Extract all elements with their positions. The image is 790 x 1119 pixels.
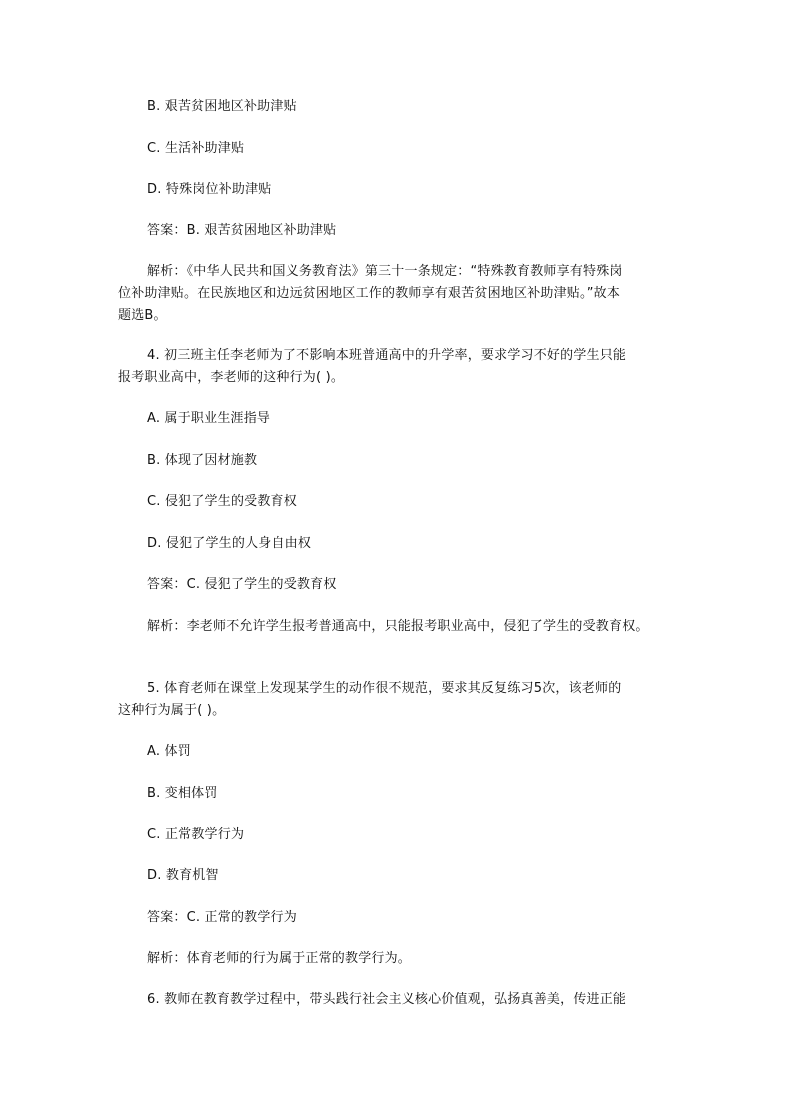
question-4-line-2: 报考职业高中，李老师的这种行为( )。 xyxy=(118,370,345,385)
analysis-q4: 解析：李老师不允许学生报考普通高中，只能报考职业高中，侵犯了学生的受教育权。 xyxy=(147,619,649,634)
answer-q5: 答案：C. 正常的教学行为 xyxy=(147,910,297,925)
question-6-line-1: 6. 教师在教育教学过程中，带头践行社会主义核心价值观，弘扬真善美，传进正能 xyxy=(147,992,627,1007)
option-b-q4: B. 体现了因材施教 xyxy=(147,453,258,468)
question-5-line-2: 这种行为属于( )。 xyxy=(118,703,226,718)
analysis-q3-line-1: 解析：《中华人民共和国义务教育法》第三十一条规定：“特殊教育教师享有特殊岗 xyxy=(147,264,623,279)
option-c-q5: C. 正常教学行为 xyxy=(147,827,245,842)
option-d-q4: D. 侵犯了学生的人身自由权 xyxy=(147,536,312,551)
option-a-q4: A. 属于职业生涯指导 xyxy=(147,411,271,426)
answer-q4: 答案：C. 侵犯了学生的受教育权 xyxy=(147,577,337,592)
option-c-q3: C. 生活补助津贴 xyxy=(147,141,245,156)
analysis-q3-line-2: 位补助津贴。在民族地区和边远贫困地区工作的教师享有艰苦贫困地区补助津贴。”故本 xyxy=(118,286,621,301)
analysis-q3-line-3: 题选B。 xyxy=(118,308,167,323)
option-a-q5: A. 体罚 xyxy=(147,744,191,759)
option-d-q3: D. 特殊岗位补助津贴 xyxy=(147,182,272,197)
answer-q3: 答案：B. 艰苦贫困地区补助津贴 xyxy=(147,223,337,238)
option-d-q5: D. 教育机智 xyxy=(147,868,219,883)
question-4-line-1: 4. 初三班主任李老师为了不影响本班普通高中的升学率，要求学习不好的学生只能 xyxy=(147,348,627,363)
analysis-q5: 解析：体育老师的行为属于正常的教学行为。 xyxy=(147,951,412,966)
option-b-q5: B. 变相体罚 xyxy=(147,786,218,801)
option-b-q3: B. 艰苦贫困地区补助津贴 xyxy=(147,99,297,114)
question-5-line-1: 5. 体育老师在课堂上发现某学生的动作很不规范，要求其反复练习5次，该老师的 xyxy=(147,681,622,696)
option-c-q4: C. 侵犯了学生的受教育权 xyxy=(147,494,297,509)
